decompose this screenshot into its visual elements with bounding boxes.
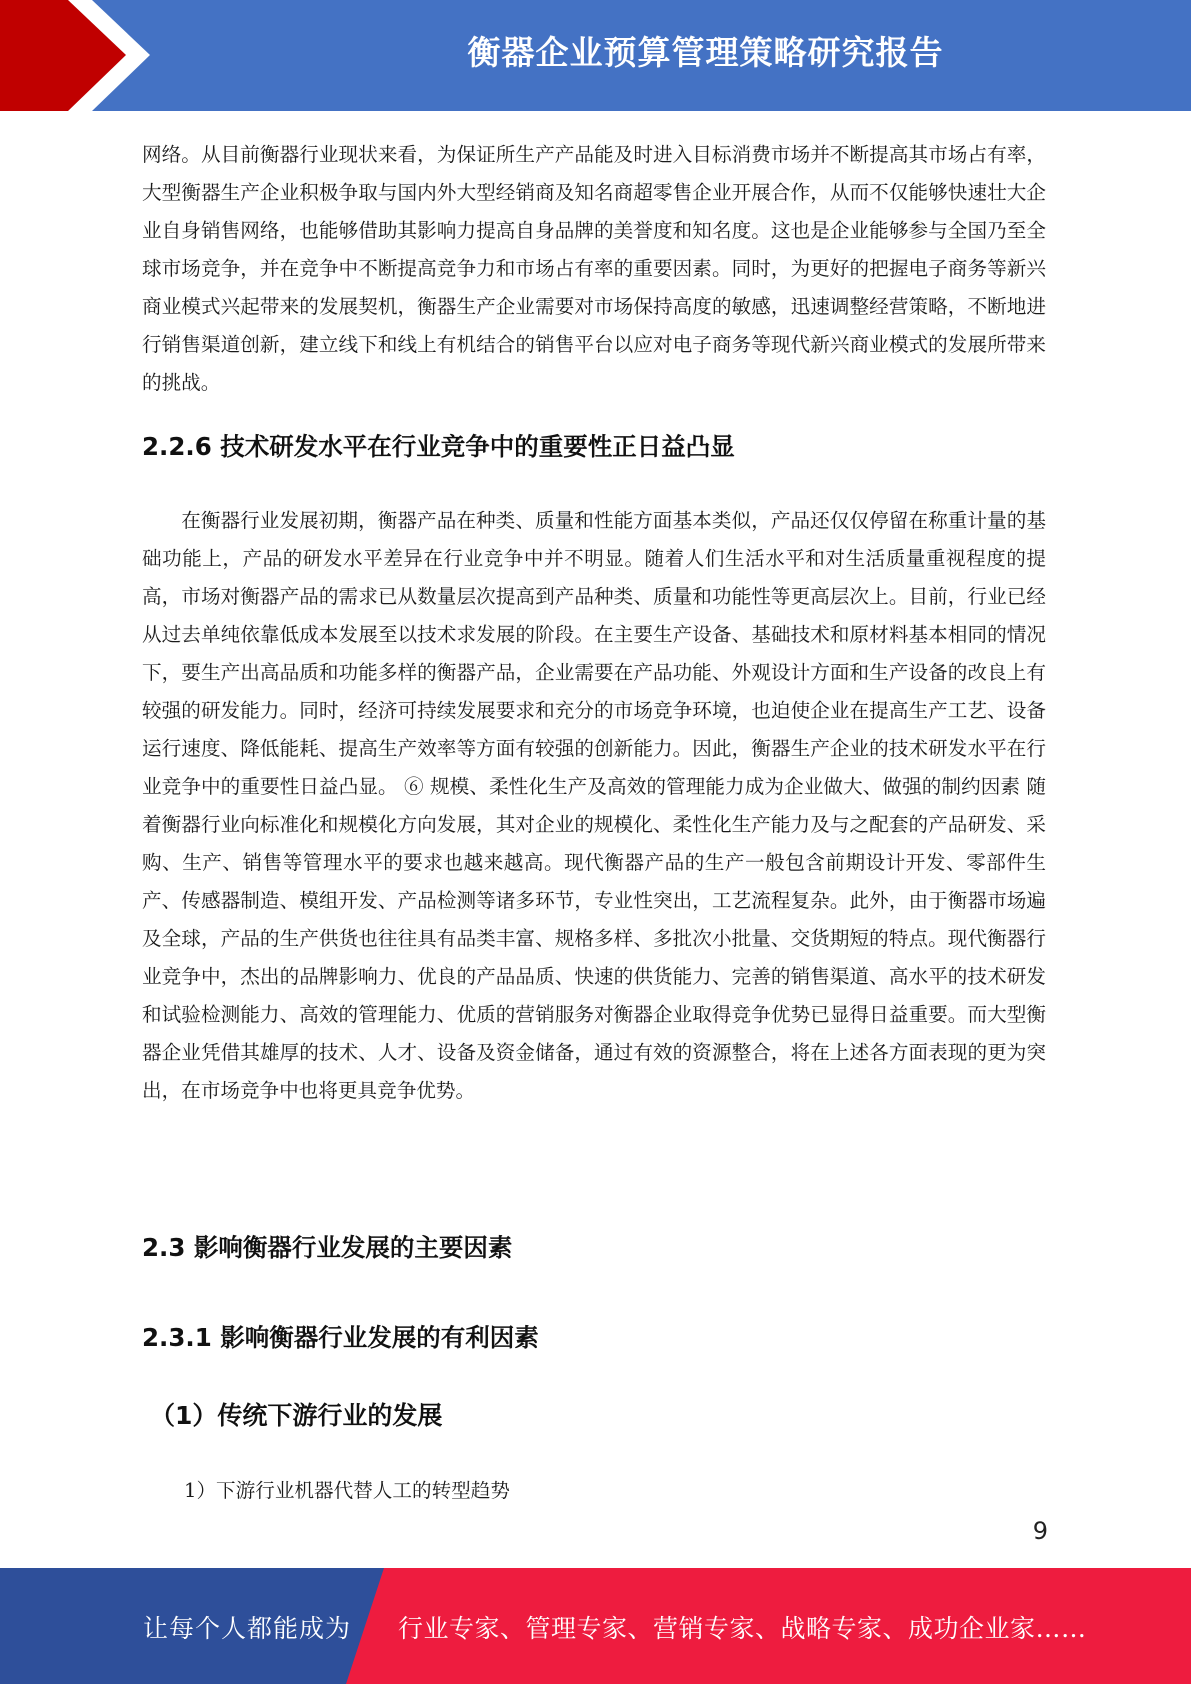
section-heading-2-3: 2.3 影响衡器行业发展的主要因素 xyxy=(142,1233,513,1262)
footer-slogan-right: 行业专家、管理专家、营销专家、战略专家、成功企业家…… xyxy=(398,1614,1087,1643)
page-number: 9 xyxy=(1032,1517,1048,1545)
intro-paragraph-block xyxy=(142,136,1046,402)
report-title: 衡器企业预算管理策略研究报告 xyxy=(467,33,944,72)
section-heading-2-3-1: 2.3.1 影响衡器行业发展的有利因素 xyxy=(142,1323,539,1352)
subsection-heading-1: （1）传统下游行业的发展 xyxy=(150,1401,443,1430)
list-item-1: 1）下游行业机器代替人工的转型趋势 xyxy=(184,1479,510,1502)
section-heading-2-2-6: 2.2.6 技术研发水平在行业竞争中的重要性正日益凸显 xyxy=(142,432,735,461)
footer-slogan-left: 让每个人都能成为 xyxy=(143,1614,352,1643)
intro-paragraph: 网络。从目前衡器行业现状来看，为保证所生产产品能及时进入目标消费市场并不断提高其市场占有率，大型衡器生产企业积极争取与国内外大型经销商及知名商超零售企业开展合作，从而不仅能够快速壮大企业自身销售网络，也能够借助其影响力提高自身品牌的美誉度和知名度。这也是企业能够参与全国乃至全球市场竞争，并在竞争中不断提高竞争力和市场占有率的重要因素。同时，为更好的把握电子商务等新兴商业模式兴起带来的发展契机，衡器生产企业需要对市场保持高度的敏感，迅速调整经营策略，不断地进行销售渠道创新，建立线下和线上有机结合的销售平台以应对电子商务等现代新兴商业模式的发展所带来的挑战。 xyxy=(142,143,1046,394)
page-header xyxy=(0,0,1191,111)
section-2-2-6-paragraph: 在衡器行业发展初期，衡器产品在种类、质量和性能方面基本类似，产品还仅仅停留在称重计量的基础功能上，产品的研发水平差异在行业竞争中并不明显。随着人们生活水平和对生活质量重视程度的提高，市场对衡器产品的需求已从数量层次提高到产品种类、质量和功能性等更高层次上。目前，行业已经从过去单纯依靠低成本发展至以技术求发展的阶段。在主要生产设备、基础技术和原材料基本相同的情况下，要生产出高品质和功能多样的衡器产品，企业需要在产品功能、外观设计方面和生产设备的改良上有较强的研发能力。同时，经济可持续发展要求和充分的市场竞争环境，也迫使企业在提高生产工艺、设备运行速度、降低能耗、提高生产效率等方面有较强的创新能力。因此，衡器生产企业的技术研发水平在行业竞争中的重要性日益凸显。 ⑥ 规模、柔性化生产及高效的管理能力成为企业做大、做强的制约因素 随着衡器行业向标准化和规模化方向发展，其对企业的规模化、柔性化生产能力及与之配套的产品研发、采购、生产、销售等管理水平的要求也越来越高。现代衡器产品的生产一般包含前期设计开发、零部件生产、传感器制造、模组开发、产品检测等诸多环节，专业性突出，工艺流程复杂。此外，由于衡器市场遍及全球，产品的生产供货也往往具有品类丰富、规格多样、多批次小批量、交货期短的特点。现代衡器行业竞争中，杰出的品牌影响力、优良的产品品质、快速的供货能力、完善的销售渠道、高水平的技术研发和试验检测能力、高效的管理能力、优质的营销服务对衡器企业取得竞争优势已显得日益重要。而大型衡器企业凭借其雄厚的技术、人才、设备及资金储备，通过有效的资源整合，将在上述各方面表现的更为突出，在市场竞争中也将更具竞争优势。 xyxy=(142,509,1046,1102)
page-footer xyxy=(0,1568,1191,1684)
header-arrow-decoration xyxy=(0,0,160,111)
section-2-2-6-body xyxy=(142,502,1046,1110)
